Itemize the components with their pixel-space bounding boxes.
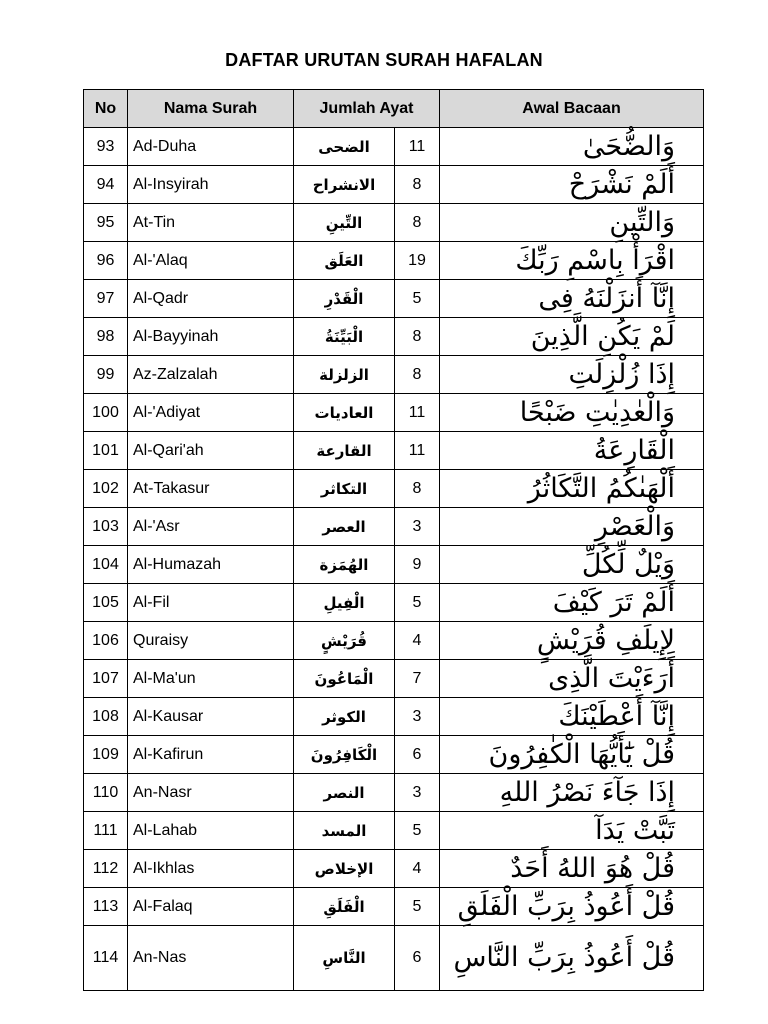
cell-nama-arab: العاديات xyxy=(294,394,395,432)
cell-nama-arab: الهُمَزة xyxy=(294,546,395,584)
table-row xyxy=(84,128,704,166)
cell-awal-bacaan: وَالْعٰدِيٰتِ ضَبْحًا xyxy=(440,394,704,432)
cell-nama-surah: An-Nas xyxy=(128,926,294,991)
table-row xyxy=(84,774,704,812)
cell-jumlah-ayat: 8 xyxy=(395,470,440,508)
cell-jumlah-ayat: 9 xyxy=(395,546,440,584)
cell-no: 98 xyxy=(84,318,128,356)
cell-no: 109 xyxy=(84,736,128,774)
cell-no: 113 xyxy=(84,888,128,926)
cell-jumlah-ayat: 3 xyxy=(395,774,440,812)
cell-nama-surah: Al-Bayyinah xyxy=(128,318,294,356)
header-awal-bacaan: Awal Bacaan xyxy=(440,90,704,128)
table-header-row xyxy=(84,90,704,128)
cell-nama-surah: Al-Ikhlas xyxy=(128,850,294,888)
cell-awal-bacaan: الْقَارِعَةُ xyxy=(440,432,704,470)
cell-awal-bacaan: قُلْ أَعُوذُ بِرَبِّ الْفَلَقِ xyxy=(440,888,704,926)
table-row xyxy=(84,660,704,698)
cell-nama-surah: Al-Insyirah xyxy=(128,166,294,204)
table-row xyxy=(84,318,704,356)
cell-nama-arab: الْقَدْرِ xyxy=(294,280,395,318)
cell-no: 99 xyxy=(84,356,128,394)
cell-jumlah-ayat: 8 xyxy=(395,166,440,204)
cell-nama-surah: Al-Humazah xyxy=(128,546,294,584)
cell-no: 96 xyxy=(84,242,128,280)
cell-awal-bacaan: قُلْ هُوَ اللهُ أَحَدٌ xyxy=(440,850,704,888)
cell-awal-bacaan: قُلْ أَعُوذُ بِرَبِّ النَّاسِ xyxy=(440,926,704,991)
cell-nama-arab: الإخلاص xyxy=(294,850,395,888)
cell-jumlah-ayat: 8 xyxy=(395,204,440,242)
table-row xyxy=(84,166,704,204)
table-row xyxy=(84,394,704,432)
cell-awal-bacaan: قُلْ يَٰٓأَيُّهَا الْكٰفِرُونَ xyxy=(440,736,704,774)
cell-awal-bacaan: وَالتِّينِ xyxy=(440,204,704,242)
table-row xyxy=(84,204,704,242)
header-nama-surah: Nama Surah xyxy=(128,90,294,128)
cell-nama-arab: الْفَلَقِ xyxy=(294,888,395,926)
cell-nama-surah: An-Nasr xyxy=(128,774,294,812)
cell-no: 101 xyxy=(84,432,128,470)
table-row xyxy=(84,432,704,470)
table-row xyxy=(84,812,704,850)
cell-nama-surah: At-Takasur xyxy=(128,470,294,508)
table-row xyxy=(84,926,704,991)
cell-jumlah-ayat: 5 xyxy=(395,812,440,850)
cell-no: 94 xyxy=(84,166,128,204)
cell-nama-surah: Quraisy xyxy=(128,622,294,660)
cell-jumlah-ayat: 7 xyxy=(395,660,440,698)
cell-jumlah-ayat: 5 xyxy=(395,280,440,318)
table-row xyxy=(84,546,704,584)
cell-nama-arab: الْمَاعُونَ xyxy=(294,660,395,698)
cell-no: 107 xyxy=(84,660,128,698)
table-row xyxy=(84,888,704,926)
cell-no: 108 xyxy=(84,698,128,736)
cell-nama-arab: الْبَيِّنَةُ xyxy=(294,318,395,356)
cell-awal-bacaan: أَلَمْ تَرَ كَيْفَ xyxy=(440,584,704,622)
cell-no: 97 xyxy=(84,280,128,318)
cell-nama-arab: الْكَافِرُونَ xyxy=(294,736,395,774)
cell-jumlah-ayat: 5 xyxy=(395,888,440,926)
cell-awal-bacaan: لِإِيلَفِ قُرَيْشٍ xyxy=(440,622,704,660)
cell-jumlah-ayat: 8 xyxy=(395,356,440,394)
cell-awal-bacaan: إِنَّآ أَنزَلْنَهُ فِى xyxy=(440,280,704,318)
cell-no: 102 xyxy=(84,470,128,508)
cell-jumlah-ayat: 11 xyxy=(395,394,440,432)
table-row xyxy=(84,584,704,622)
cell-nama-arab: التكاثر xyxy=(294,470,395,508)
cell-nama-arab: النصر xyxy=(294,774,395,812)
cell-awal-bacaan: وَالْعَصْرِ xyxy=(440,508,704,546)
cell-nama-arab: الانشراح xyxy=(294,166,395,204)
cell-awal-bacaan: وَالضُّحَىٰ xyxy=(440,128,704,166)
cell-nama-arab: العَلَق xyxy=(294,242,395,280)
cell-nama-surah: Al-'Asr xyxy=(128,508,294,546)
cell-no: 93 xyxy=(84,128,128,166)
cell-nama-surah: Ad-Duha xyxy=(128,128,294,166)
cell-jumlah-ayat: 5 xyxy=(395,584,440,622)
cell-nama-surah: Al-Lahab xyxy=(128,812,294,850)
cell-awal-bacaan: اقْرَأْ بِاسْمِ رَبِّكَ xyxy=(440,242,704,280)
cell-no: 95 xyxy=(84,204,128,242)
table-row xyxy=(84,698,704,736)
cell-nama-surah: Al-Qadr xyxy=(128,280,294,318)
cell-awal-bacaan: إِذَا زُلْزِلَتِ xyxy=(440,356,704,394)
cell-nama-arab: الضحى xyxy=(294,128,395,166)
cell-nama-surah: Al-Qari'ah xyxy=(128,432,294,470)
cell-nama-surah: Al-'Adiyat xyxy=(128,394,294,432)
cell-awal-bacaan: إِنَّآ أَعْطَيْنَكَ xyxy=(440,698,704,736)
cell-no: 110 xyxy=(84,774,128,812)
table-row xyxy=(84,508,704,546)
cell-awal-bacaan: تَبَّتْ يَدَآ xyxy=(440,812,704,850)
cell-nama-arab: الزلزلة xyxy=(294,356,395,394)
cell-jumlah-ayat: 3 xyxy=(395,698,440,736)
cell-jumlah-ayat: 4 xyxy=(395,622,440,660)
cell-nama-arab: قُرَيْشٍ xyxy=(294,622,395,660)
cell-awal-bacaan: أَلَمْ نَشْرَحْ xyxy=(440,166,704,204)
cell-nama-surah: Az-Zalzalah xyxy=(128,356,294,394)
cell-nama-arab: القارعة xyxy=(294,432,395,470)
cell-no: 100 xyxy=(84,394,128,432)
table-row xyxy=(84,850,704,888)
cell-no: 114 xyxy=(84,926,128,991)
cell-nama-arab: المسد xyxy=(294,812,395,850)
cell-nama-surah: Al-Ma'un xyxy=(128,660,294,698)
cell-jumlah-ayat: 6 xyxy=(395,736,440,774)
cell-no: 106 xyxy=(84,622,128,660)
page-title: DAFTAR URUTAN SURAH HAFALAN xyxy=(225,50,543,70)
cell-jumlah-ayat: 4 xyxy=(395,850,440,888)
cell-no: 105 xyxy=(84,584,128,622)
cell-jumlah-ayat: 11 xyxy=(395,432,440,470)
cell-nama-surah: Al-Fil xyxy=(128,584,294,622)
cell-no: 112 xyxy=(84,850,128,888)
cell-jumlah-ayat: 8 xyxy=(395,318,440,356)
header-jumlah-ayat: Jumlah Ayat xyxy=(294,90,440,128)
table-row xyxy=(84,280,704,318)
cell-nama-surah: Al-'Alaq xyxy=(128,242,294,280)
cell-awal-bacaan: أَرَءَيْتَ الَّذِى xyxy=(440,660,704,698)
table-row xyxy=(84,736,704,774)
surah-table xyxy=(83,89,704,991)
cell-nama-arab: العصر xyxy=(294,508,395,546)
cell-awal-bacaan: أَلْهَىٰكُمُ التَّكَاثُرُ xyxy=(440,470,704,508)
cell-nama-arab: التِّينِ xyxy=(294,204,395,242)
cell-jumlah-ayat: 19 xyxy=(395,242,440,280)
table-row xyxy=(84,242,704,280)
cell-no: 111 xyxy=(84,812,128,850)
cell-nama-surah: Al-Falaq xyxy=(128,888,294,926)
cell-nama-arab: الْفِيلِ xyxy=(294,584,395,622)
cell-awal-bacaan: إِذَا جَآءَ نَصْرُ اللهِ xyxy=(440,774,704,812)
cell-awal-bacaan: وَيْلٌ لِّكُلِّ xyxy=(440,546,704,584)
table-body xyxy=(84,128,704,991)
cell-awal-bacaan: لَمْ يَكُنِ الَّذِينَ xyxy=(440,318,704,356)
cell-jumlah-ayat: 11 xyxy=(395,128,440,166)
cell-nama-surah: Al-Kafirun xyxy=(128,736,294,774)
cell-jumlah-ayat: 6 xyxy=(395,926,440,991)
cell-nama-arab: الكوثر xyxy=(294,698,395,736)
cell-jumlah-ayat: 3 xyxy=(395,508,440,546)
table-row xyxy=(84,470,704,508)
header-no: No xyxy=(84,90,128,128)
table-row xyxy=(84,356,704,394)
cell-nama-surah: Al-Kausar xyxy=(128,698,294,736)
cell-no: 104 xyxy=(84,546,128,584)
cell-no: 103 xyxy=(84,508,128,546)
table-row xyxy=(84,622,704,660)
cell-nama-surah: At-Tin xyxy=(128,204,294,242)
cell-nama-arab: النَّاسِ xyxy=(294,926,395,991)
